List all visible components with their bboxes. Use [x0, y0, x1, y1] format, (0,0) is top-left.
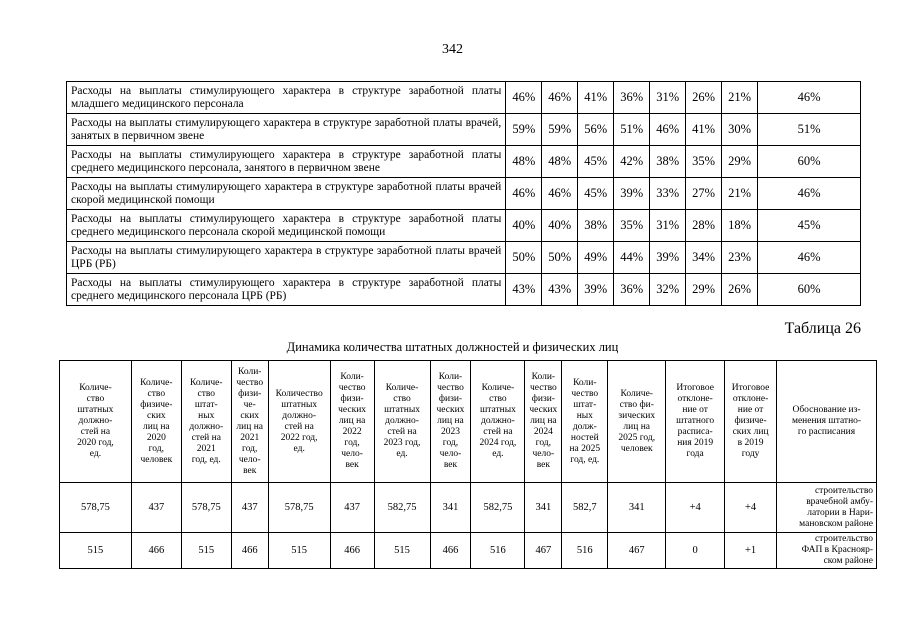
value-cell: 437	[131, 483, 181, 533]
percent-cell: 60%	[758, 146, 861, 178]
percent-cell: 45%	[578, 146, 614, 178]
percent-cell: 35%	[614, 210, 650, 242]
percent-cell: 38%	[650, 146, 686, 178]
value-cell: 466	[430, 533, 471, 569]
column-header: Количе- ство физиче- ских лиц на 2020 год, человек	[131, 361, 181, 483]
percent-cell: 59%	[542, 114, 578, 146]
row-label: Расходы на выплаты стимулирующего характера в структуре заработной платы среднего медицинского персонала ЦРБ (РБ)	[67, 274, 506, 306]
percent-cell: 50%	[542, 242, 578, 274]
percent-cell: 26%	[722, 274, 758, 306]
percent-cell: 36%	[614, 82, 650, 114]
column-header: Количество штатных должно- стей на 2022 год, ед.	[268, 361, 330, 483]
percent-cell: 21%	[722, 178, 758, 210]
stimulus-expenses-table	[66, 81, 861, 306]
percent-cell: 46%	[758, 178, 861, 210]
percent-cell: 60%	[758, 274, 861, 306]
value-cell: 578,75	[181, 483, 231, 533]
table-row	[60, 483, 877, 533]
percent-cell: 51%	[758, 114, 861, 146]
percent-cell: 39%	[650, 242, 686, 274]
value-cell: 515	[268, 533, 330, 569]
row-label: Расходы на выплаты стимулирующего характера в структуре заработной платы среднего медицинского персонала, занятого в первичном звене	[67, 146, 506, 178]
value-cell: 437	[231, 483, 268, 533]
percent-cell: 48%	[506, 146, 542, 178]
percent-cell: 40%	[506, 210, 542, 242]
table-row	[60, 533, 877, 569]
percent-cell: 46%	[758, 242, 861, 274]
column-header: Количе- ство фи- зических лиц на 2025 год, человек	[608, 361, 666, 483]
column-header: Коли- чество физи- ческих лиц на 2023 год, чело- век	[430, 361, 471, 483]
row-label: Расходы на выплаты стимулирующего характера в структуре заработной платы врачей, занятых в первичном звене	[67, 114, 506, 146]
percent-cell: 42%	[614, 146, 650, 178]
percent-cell: 34%	[686, 242, 722, 274]
percent-cell: 30%	[722, 114, 758, 146]
percent-cell: 48%	[542, 146, 578, 178]
percent-cell: 41%	[578, 82, 614, 114]
column-header: Количе- ство штат- ных должно- стей на 2021 год, ед.	[181, 361, 231, 483]
table-row	[67, 82, 861, 114]
row-label: Расходы на выплаты стимулирующего характера в структуре заработной платы среднего медицинского персонала скорой медицинской помощи	[67, 210, 506, 242]
value-cell: 515	[374, 533, 430, 569]
percent-cell: 31%	[650, 82, 686, 114]
percent-cell: 43%	[542, 274, 578, 306]
column-header: Итоговое отклоне- ние от штатного расписа- ния 2019 года	[666, 361, 725, 483]
table-row	[67, 146, 861, 178]
percent-cell: 56%	[578, 114, 614, 146]
percent-cell: 44%	[614, 242, 650, 274]
value-cell: 341	[608, 483, 666, 533]
percent-cell: 46%	[506, 82, 542, 114]
value-cell: 0	[666, 533, 725, 569]
page-number: 342	[442, 42, 463, 57]
reason-cell: строительство врачебной амбу- латории в Нари- мановском районе	[777, 483, 877, 533]
row-label: Расходы на выплаты стимулирующего характера в структуре заработной платы врачей скорой медицинской помощи	[67, 178, 506, 210]
value-cell: 582,75	[374, 483, 430, 533]
percent-cell: 18%	[722, 210, 758, 242]
column-header: Количе- ство штатных должно- стей на 2024 год, ед.	[471, 361, 525, 483]
percent-cell: 36%	[614, 274, 650, 306]
percent-cell: 23%	[722, 242, 758, 274]
column-header: Коли- чество физи- ческих лиц на 2024 год, чело- век	[525, 361, 562, 483]
value-cell: 341	[525, 483, 562, 533]
percent-cell: 21%	[722, 82, 758, 114]
value-cell: 467	[525, 533, 562, 569]
percent-cell: 51%	[614, 114, 650, 146]
value-cell: 582,7	[562, 483, 608, 533]
value-cell: +1	[725, 533, 777, 569]
value-cell: 515	[181, 533, 231, 569]
percent-cell: 50%	[506, 242, 542, 274]
percent-cell: 41%	[686, 114, 722, 146]
percent-cell: 49%	[578, 242, 614, 274]
percent-cell: 46%	[650, 114, 686, 146]
percent-cell: 29%	[686, 274, 722, 306]
staff-dynamics-table	[59, 360, 877, 569]
percent-cell: 38%	[578, 210, 614, 242]
percent-cell: 45%	[758, 210, 861, 242]
value-cell: 341	[430, 483, 471, 533]
table-row	[67, 274, 861, 306]
value-cell: 578,75	[60, 483, 132, 533]
value-cell: 437	[330, 483, 374, 533]
table-row	[67, 210, 861, 242]
column-header: Коли- чество физи- че- ских лиц на 2021 год, чело- век	[231, 361, 268, 483]
percent-cell: 46%	[758, 82, 861, 114]
percent-cell: 46%	[506, 178, 542, 210]
percent-cell: 31%	[650, 210, 686, 242]
value-cell: 516	[471, 533, 525, 569]
value-cell: 578,75	[268, 483, 330, 533]
percent-cell: 29%	[722, 146, 758, 178]
row-label: Расходы на выплаты стимулирующего характера в структуре заработной платы младшего медицинского персонала	[67, 82, 506, 114]
percent-cell: 46%	[542, 178, 578, 210]
percent-cell: 39%	[578, 274, 614, 306]
value-cell: 466	[330, 533, 374, 569]
percent-cell: 26%	[686, 82, 722, 114]
value-cell: +4	[666, 483, 725, 533]
value-cell: 516	[562, 533, 608, 569]
column-header: Количе- ство штатных должно- стей на 2023 год, ед.	[374, 361, 430, 483]
percent-cell: 46%	[542, 82, 578, 114]
column-header: Коли- чество штат- ных долж- ностей на 2025 год, ед.	[562, 361, 608, 483]
percent-cell: 45%	[578, 178, 614, 210]
table-row	[67, 242, 861, 274]
percent-cell: 35%	[686, 146, 722, 178]
table-row	[67, 178, 861, 210]
value-cell: 515	[60, 533, 132, 569]
table-number: Таблица 26	[784, 320, 861, 337]
percent-cell: 40%	[542, 210, 578, 242]
percent-cell: 59%	[506, 114, 542, 146]
column-header: Количе- ство штатных должно- стей на 2020 год, ед.	[60, 361, 132, 483]
percent-cell: 43%	[506, 274, 542, 306]
value-cell: 466	[231, 533, 268, 569]
percent-cell: 32%	[650, 274, 686, 306]
percent-cell: 33%	[650, 178, 686, 210]
value-cell: 582,75	[471, 483, 525, 533]
column-header: Обоснование из- менения штатно- го расписания	[777, 361, 877, 483]
column-header: Коли- чество физи- ческих лиц на 2022 год, чело- век	[330, 361, 374, 483]
column-header: Итоговое отклоне- ние от физиче- ских лиц в 2019 году	[725, 361, 777, 483]
table-title: Динамика количества штатных должностей и физических лиц	[286, 340, 619, 354]
percent-cell: 27%	[686, 178, 722, 210]
value-cell: 466	[131, 533, 181, 569]
value-cell: 467	[608, 533, 666, 569]
table-row	[67, 114, 861, 146]
value-cell: +4	[725, 483, 777, 533]
row-label: Расходы на выплаты стимулирующего характера в структуре заработной платы врачей ЦРБ (РБ)	[67, 242, 506, 274]
percent-cell: 28%	[686, 210, 722, 242]
percent-cell: 39%	[614, 178, 650, 210]
reason-cell: строительство ФАП в Краснояр- ском районе	[777, 533, 877, 569]
